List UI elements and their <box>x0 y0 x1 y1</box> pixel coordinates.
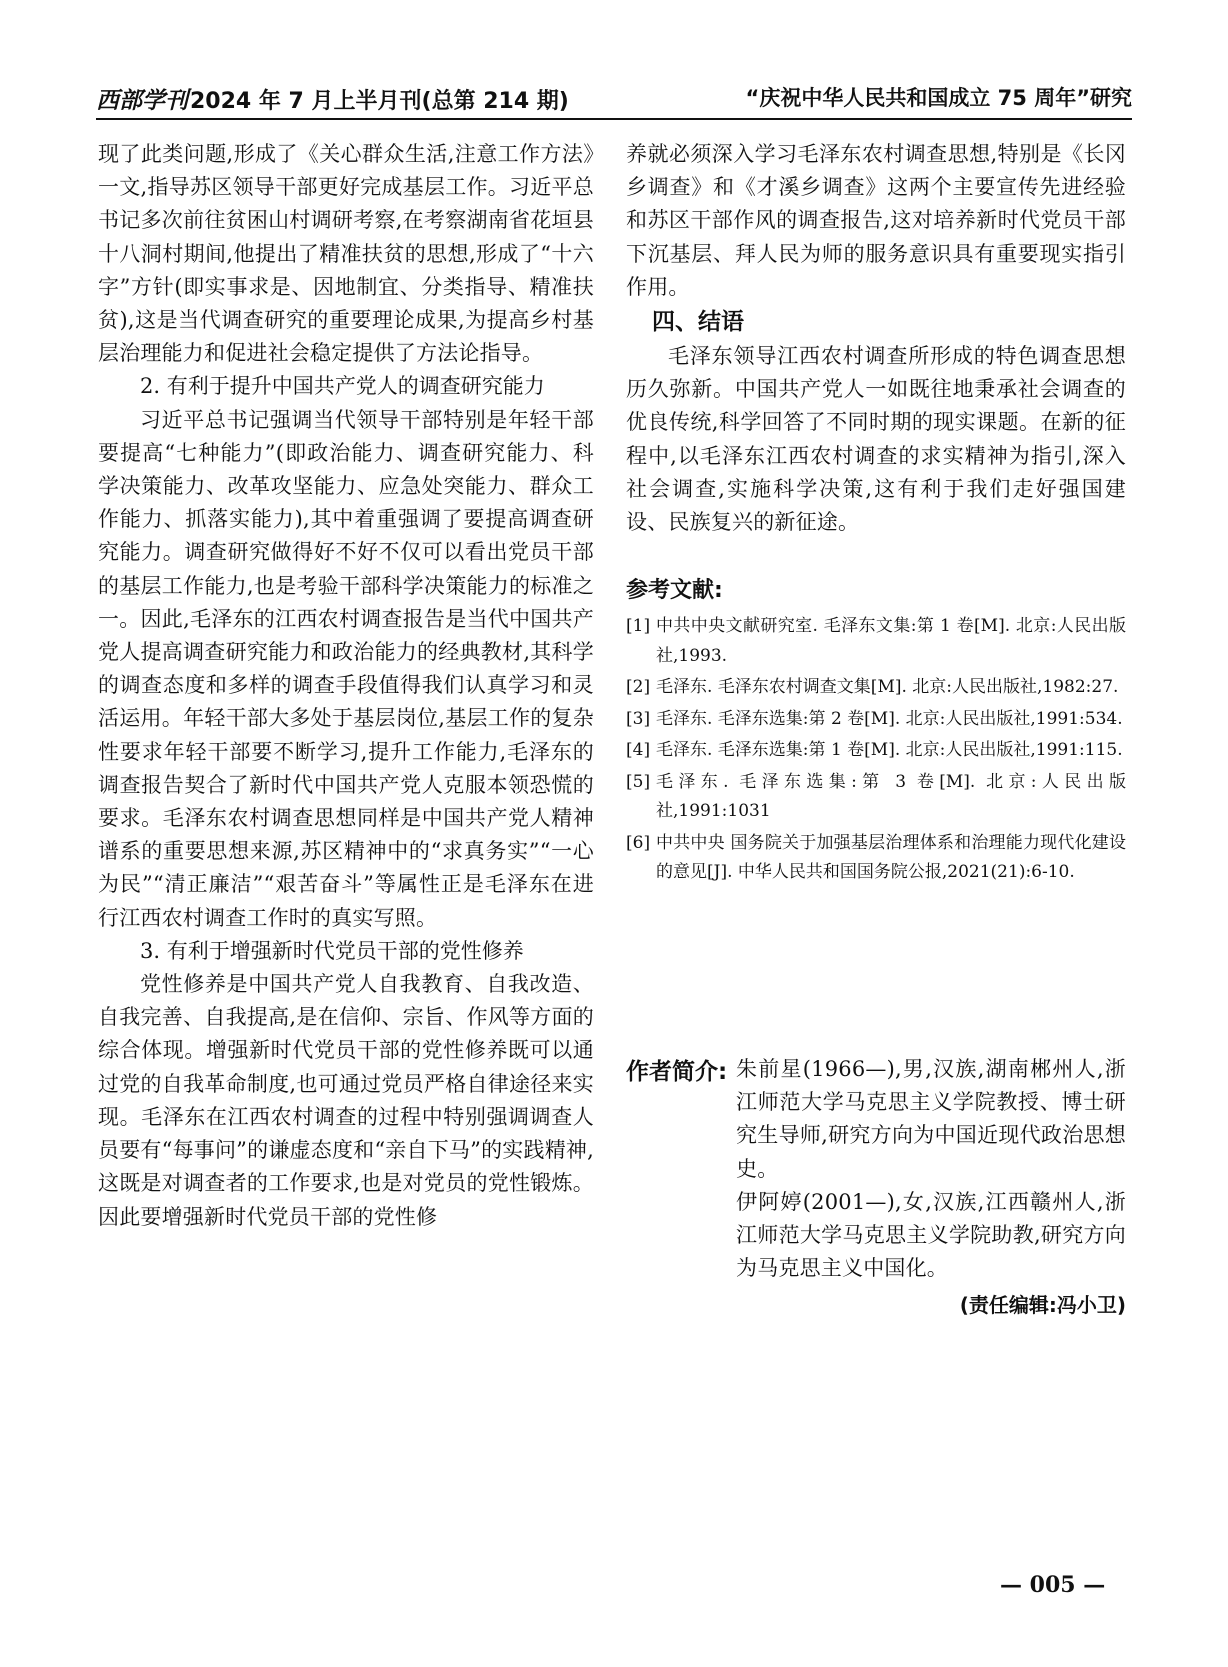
reference-number: [6] <box>626 832 651 853</box>
page-number: — 005 — <box>1000 1572 1106 1598</box>
author-bio: 朱前星(1966—),男,汉族,湖南郴州人,浙江师范大学马克思主义学院教授、博士研究生导师,研究方向为中国近现代政治思想史。 <box>736 1057 1126 1181</box>
responsible-editor: (责任编辑:冯小卫) <box>959 1293 1126 1318</box>
subsection-heading: 3. 有利于增强新时代党员干部的党性修养 <box>140 938 524 963</box>
reference-text: 毛泽东. 毛泽东农村调查文集[M]. 北京:人民出版社,1982:27. <box>656 677 1119 698</box>
references-list <box>626 612 1126 888</box>
reference-item <box>626 705 1126 735</box>
author-info <box>626 1053 1126 1318</box>
reference-item <box>626 673 1126 703</box>
author-bio: 伊阿婷(2001—),女,汉族,江西赣州人,浙江师范大学马克思主义学院助教,研究方向为马克思主义中国化。 <box>736 1189 1126 1281</box>
running-header <box>96 82 1132 120</box>
body-paragraph: 毛泽东领导江西农村调查所形成的特色调查思想历久弥新。中国共产党人一如既往地秉承社会调查的优良传统,科学回答了不同时期的现实课题。在新的征程中,以毛泽东江西农村调查的求实精神为指引,深入社会调查,实施科学决策,这有利于我们走好强国建设、民族复兴的新征途。 <box>626 344 1126 535</box>
references-title: 参考文献: <box>626 578 723 604</box>
body-paragraph: 现了此类问题,形成了《关心群众生活,注意工作方法》一文,指导苏区领导干部更好完成基层工作。习近平总书记多次前往贫困山村调研考察,在考察湖南省花垣县十八洞村期间,他提出了精准扶贫的思想,形成了“十六字”方针(即实事求是、因地制宜、分类指导、精准扶贫),这是当代调查研究的重要理论成果,为提高乡村基层治理能力和促进社会稳定提供了方法论指导。 <box>98 142 594 366</box>
subsection-heading: 2. 有利于提升中国共产党人的调查研究能力 <box>140 374 545 399</box>
reference-text: 毛泽东. 毛泽东选集:第 3 卷[M]. 北京:人民出版社,1991:1031 <box>656 771 1126 822</box>
author-bios <box>736 1053 1126 1318</box>
issue-info: 2024 年 7 月上半月刊(总第 214 期) <box>190 89 569 114</box>
body-paragraph: 习近平总书记强调当代领导干部特别是年轻干部要提高“七种能力”(即政治能力、调查研究能力、科学决策能力、改革攻坚能力、应急处突能力、群众工作能力、抓落实能力),其中着重强调了要提高调查研究能力。调查研究做得好不好不仅可以看出党员干部的基层工作能力,也是考验干部科学决策能力的标准之一。因此,毛泽东的江西农村调查报告是当代中国共产党人提高调查研究能力和政治能力的经典教材,其科学的调查态度和多样的调查手段值得我们认真学习和灵活运用。年轻干部大多处于基层岗位,基层工作的复杂性要求年轻干部要不断学习,提升工作能力,毛泽东的调查报告契合了新时代中国共产党人克服本领恐慌的要求。毛泽东农村调查思想同样是中国共产党人精神谱系的重要思想来源,苏区精神中的“求真务实”“一心为民”“清正廉洁”“艰苦奋斗”等属性正是毛泽东在进行江西农村调查工作时的真实写照。 <box>98 407 594 930</box>
right-column <box>626 138 1126 890</box>
reference-number: [2] <box>626 677 651 698</box>
reference-item <box>626 736 1126 766</box>
journal-name: 西部学刊 <box>96 87 188 114</box>
left-column <box>98 138 594 1234</box>
author-label: 作者简介: <box>626 1059 728 1085</box>
reference-number: [5] <box>626 771 651 792</box>
header-left <box>96 82 569 115</box>
reference-item <box>626 829 1126 888</box>
reference-text: 中共中央文献研究室. 毛泽东文集:第 1 卷[M]. 北京:人民出版社,1993. <box>656 616 1126 666</box>
column-title: “庆祝中华人民共和国成立 75 周年”研究 <box>745 86 1132 110</box>
body-paragraph: 养就必须深入学习毛泽东农村调查思想,特别是《长冈乡调查》和《才溪乡调查》这两个主要宣传先进经验和苏区干部作风的调查报告,这对培养新时代党员干部下沉基层、拜人民为师的服务意识具有重要现实指引作用。 <box>626 142 1126 299</box>
reference-text: 毛泽东. 毛泽东选集:第 2 卷[M]. 北京:人民出版社,1991:534. <box>656 708 1123 729</box>
reference-number: [3] <box>626 708 651 729</box>
reference-item <box>626 612 1126 671</box>
reference-text: 中共中央 国务院关于加强基层治理体系和治理能力现代化建设的意见[J]. 中华人民共和国国务院公报,2021(21):6-10. <box>656 832 1126 883</box>
body-paragraph: 党性修养是中国共产党人自我教育、自我改造、自我完善、自我提高,是在信仰、宗旨、作风等方面的综合体现。增强新时代党员干部的党性修养既可以通过党的自我革命制度,也可通过党员严格自律途径来实现。毛泽东在江西农村调查的过程中特别强调调查人员要有“每事问”的谦虚态度和“亲自下马”的实践精神,这既是对调查者的工作要求,也是对党员的党性锻炼。因此要增强新时代党员干部的党性修 <box>98 972 594 1229</box>
reference-number: [1] <box>626 616 651 637</box>
reference-item <box>626 768 1126 827</box>
reference-text: 毛泽东. 毛泽东选集:第 1 卷[M]. 北京:人民出版社,1991:115. <box>656 740 1123 761</box>
section-heading: 四、结语 <box>652 309 744 336</box>
reference-number: [4] <box>626 740 651 761</box>
